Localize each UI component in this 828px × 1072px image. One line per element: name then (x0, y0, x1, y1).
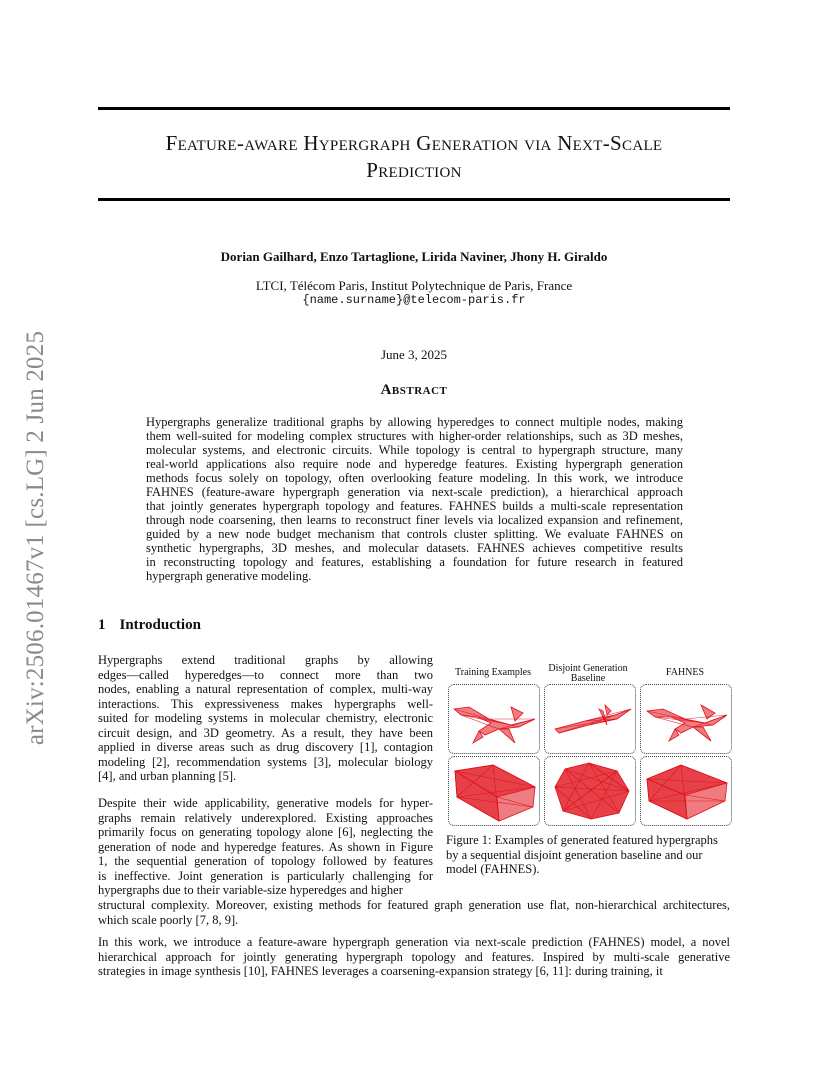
figure-panel-fahnes-sofa (640, 756, 732, 826)
text-line: applied in diverse areas such as drug discovery [1], contagion (98, 740, 433, 754)
publication-date: June 3, 2025 (380, 347, 448, 362)
text-line: Despite their wide applicability, generative models for hyper- (98, 796, 433, 810)
email-pattern: {name.surname}@telecom-paris.fr (302, 293, 526, 307)
figure-panel-training-airplane (448, 684, 540, 754)
text-line: hypergraphs due to their variable-size hyperedges and higher (98, 883, 403, 897)
figure-panel-fahnes-airplane (640, 684, 732, 754)
sofa-mesh-icon (641, 757, 731, 825)
text-line: 1, the sequential generation of topology followed by features (98, 854, 433, 868)
section-number: 1 (98, 617, 106, 633)
airplane-mesh-icon (545, 685, 635, 753)
section-title: Introduction (119, 617, 201, 633)
text-line: molecular systems, and electronic circuits. While topology is central to hypergraph structure, many (146, 443, 683, 457)
author-list: Dorian Gailhard, Enzo Tartaglione, Lirida Naviner, Jhony H. Giraldo (220, 249, 608, 264)
sofa-mesh-icon (449, 757, 539, 825)
text-line: synthetic hypergraphs, 3D meshes, and molecular datasets. FAHNES achieves competitive results (146, 541, 683, 555)
text-line: which scale poorly [7, 8, 9]. (98, 912, 239, 927)
text-line: structural complexity. Moreover, existing methods for featured graph generation use flat, non-hierarchical architectures, (98, 898, 730, 912)
affiliation: LTCI, Télécom Paris, Institut Polytechnique de Paris, France (255, 278, 573, 293)
figure-panel-baseline-airplane (544, 684, 636, 754)
text-line: edges—called hyperedges—to connect more than two (98, 667, 433, 682)
figure-label-fahnes: FAHNES (665, 667, 705, 678)
text-line: Hypergraphs generalize traditional graphs by allowing hyperedges to connect multiple nodes, making (146, 415, 683, 429)
text-line: nodes, enabling a natural representation of complex, multi-way (98, 682, 433, 696)
text-line: in reconstructing topology and features, establishing a foundation for future research in featured (146, 555, 683, 569)
text-line: graphs remain relatively underexplored. Existing approaches (98, 810, 433, 825)
paper-title-line-2: Prediction (366, 158, 462, 182)
text-line: is ineffective. Joint generation is particularly challenging for (98, 868, 433, 883)
text-line: that jointly generates hypergraph topology and features. FAHNES builds a multi-scale representation (146, 499, 683, 513)
text-line: methods focus solely on topology, often overlooking feature modeling. In this work, we introduce (146, 471, 683, 485)
text-line: suited for modeling systems in molecular chemistry, electronic (98, 711, 433, 725)
text-line: guided by a new node budget mechanism that controls cluster splitting. We evaluate FAHNES on (146, 527, 683, 541)
text-line: FAHNES (feature-aware hypergraph generation via next-scale prediction), a hierarchical approach (146, 485, 683, 499)
text-line: Hypergraphs extend traditional graphs by allowing (98, 653, 433, 667)
text-line: model (FAHNES). (446, 862, 540, 876)
text-line: hierarchical approach for jointly generating hypergraph topology and features. Inspired by multi-scale generative (98, 949, 730, 964)
text-line: modeling [2], recommendation systems [3], molecular biology (98, 754, 433, 769)
arxiv-identifier[interactable]: arXiv:2506.01467v1 [cs.LG] 2 Jun 2025 (22, 330, 49, 746)
airplane-mesh-icon (449, 685, 539, 753)
abstract-heading: Abstract (380, 382, 448, 398)
title-rule-top (98, 107, 730, 110)
figure-label-baseline: Disjoint Generation Baseline (548, 663, 628, 684)
section-heading (98, 617, 201, 634)
text-line: circuit design, and 3D geometry. As a result, they have been (98, 725, 433, 740)
title-rule-bottom (98, 198, 730, 201)
text-line: Figure 1: Examples of generated featured hypergraphs (446, 833, 718, 847)
text-line: real-world applications also require node and hyperedge features. Existing hypergraph generation (146, 457, 683, 471)
paper-title-line-1: Feature-aware Hypergraph Generation via Next-Scale (165, 131, 663, 155)
text-line: by a sequential disjoint generation baseline and our (446, 847, 703, 862)
text-line: them well-suited for modeling complex structures with higher-order relationships, such as 3D meshes, (146, 429, 683, 443)
text-line: In this work, we introduce a feature-aware hypergraph generation via next-scale prediction (FAHNES) model, a novel (98, 935, 730, 949)
figure-panel-training-sofa (448, 756, 540, 826)
text-line: [4], and urban planning [5]. (98, 769, 237, 783)
sofa-mesh-icon (545, 757, 635, 825)
figure-label-training: Training Examples (454, 667, 531, 678)
airplane-mesh-icon (641, 685, 731, 753)
text-line: interactions. This expressiveness makes hypergraphs well- (98, 696, 433, 711)
text-line: strategies in image synthesis [10], FAHNES leverages a coarsening-expansion strategy [6, 11]: during training, it (98, 964, 663, 978)
text-line: primarily focus on generating topology alone [6], neglecting the (98, 825, 433, 839)
text-line: hypergraph generative modeling. (146, 569, 312, 583)
text-line: through node coarsening, then learns to reconstruct finer levels via localized expansion and refinement, (146, 513, 683, 527)
text-line: generation of node and hyperedge features. As shown in Figure (98, 839, 433, 854)
figure-panel-baseline-sofa (544, 756, 636, 826)
